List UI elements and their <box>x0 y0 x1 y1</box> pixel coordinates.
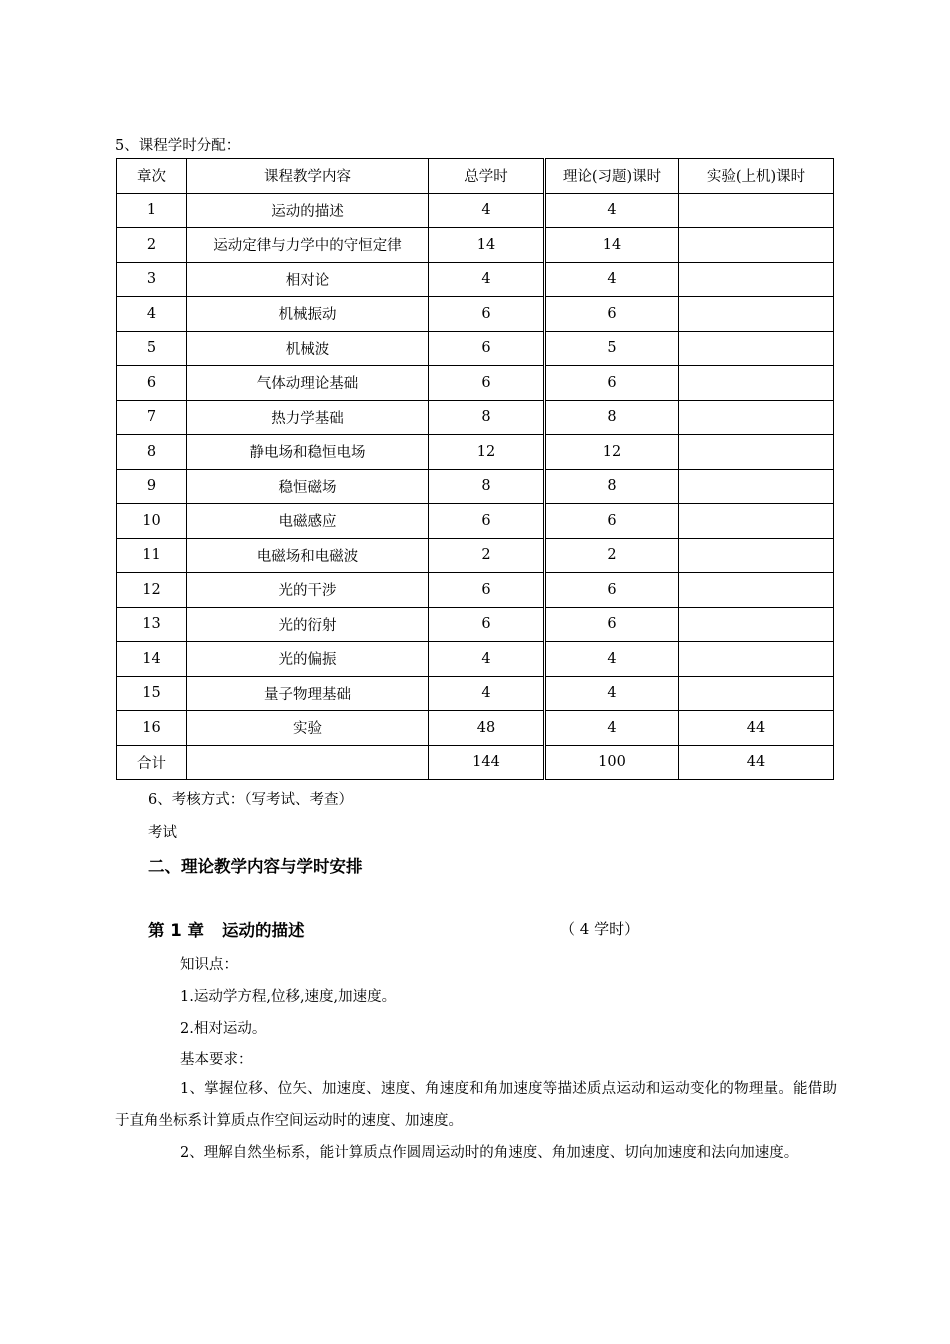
header-total-hours: 总学时 <box>429 159 545 194</box>
knowledge-item: 1.运动学方程,位移,速度,加速度。 <box>180 989 397 1005</box>
cell-theory-hours: 12 <box>545 435 679 470</box>
chapter-1-heading <box>148 917 304 941</box>
cell-lab-hours <box>679 366 834 401</box>
cell-theory-hours: 6 <box>545 297 679 332</box>
cell-content: 机械波 <box>187 331 429 366</box>
cell-chapter: 6 <box>117 366 187 401</box>
chapter-1-hours: （ 4 学时） <box>560 920 640 938</box>
cell-chapter: 8 <box>117 435 187 470</box>
cell-chapter: 12 <box>117 573 187 608</box>
table-row <box>117 538 834 573</box>
table-row <box>117 745 834 780</box>
table-row <box>117 331 834 366</box>
cell-theory-hours: 4 <box>545 262 679 297</box>
cell-content: 静电场和稳恒电场 <box>187 435 429 470</box>
knowledge-label: 知识点： <box>180 957 238 973</box>
cell-total-hours: 6 <box>429 297 545 332</box>
cell-content: 光的干涉 <box>187 573 429 608</box>
table-row <box>117 435 834 470</box>
cell-chapter: 9 <box>117 469 187 504</box>
cell-total-hours: 2 <box>429 538 545 573</box>
cell-theory-hours: 4 <box>545 642 679 677</box>
cell-theory-hours: 4 <box>545 676 679 711</box>
table-body <box>117 193 834 780</box>
hours-table <box>116 158 834 780</box>
section-6-heading: 6、考核方式：（写考试、考查） <box>148 792 353 808</box>
cell-lab-hours <box>679 331 834 366</box>
cell-lab-hours <box>679 504 834 539</box>
cell-lab-hours <box>679 193 834 228</box>
cell-total-hours: 4 <box>429 193 545 228</box>
header-theory-hours: 理论(习题)课时 <box>545 159 679 194</box>
cell-chapter: 3 <box>117 262 187 297</box>
header-lab-hours: 实验(上机)课时 <box>679 159 834 194</box>
cell-lab-hours <box>679 262 834 297</box>
cell-lab-hours <box>679 607 834 642</box>
cell-content: 气体动理论基础 <box>187 366 429 401</box>
cell-lab-hours <box>679 538 834 573</box>
requirements-label: 基本要求： <box>180 1052 253 1068</box>
cell-lab-hours: 44 <box>679 711 834 746</box>
cell-theory-hours: 6 <box>545 573 679 608</box>
table-row <box>117 607 834 642</box>
header-chapter: 章次 <box>117 159 187 194</box>
table-row <box>117 711 834 746</box>
cell-content <box>187 745 429 780</box>
cell-content: 稳恒磁场 <box>187 469 429 504</box>
table-row <box>117 297 834 332</box>
chapter-1-label: 第 1 章 <box>148 921 204 940</box>
cell-theory-hours: 6 <box>545 504 679 539</box>
knowledge-item: 2.相对运动。 <box>180 1021 267 1037</box>
cell-total-hours: 6 <box>429 366 545 401</box>
cell-theory-hours: 8 <box>545 469 679 504</box>
table-row <box>117 366 834 401</box>
cell-total-hours: 6 <box>429 504 545 539</box>
cell-content: 电磁场和电磁波 <box>187 538 429 573</box>
table-row <box>117 469 834 504</box>
cell-total-hours: 14 <box>429 228 545 263</box>
cell-content: 相对论 <box>187 262 429 297</box>
chapter-1-title: 运动的描述 <box>221 921 305 940</box>
cell-lab-hours <box>679 469 834 504</box>
cell-chapter: 合计 <box>117 745 187 780</box>
cell-theory-hours: 14 <box>545 228 679 263</box>
cell-lab-hours <box>679 642 834 677</box>
cell-chapter: 2 <box>117 228 187 263</box>
cell-lab-hours <box>679 297 834 332</box>
cell-content: 光的衍射 <box>187 607 429 642</box>
cell-lab-hours <box>679 573 834 608</box>
cell-lab-hours <box>679 676 834 711</box>
cell-total-hours: 8 <box>429 400 545 435</box>
cell-total-hours: 48 <box>429 711 545 746</box>
requirement-item: 1、掌握位移、位矢、加速度、速度、角速度和角加速度等描述质点运动和运动变化的物理量。能借助于直角坐标系计算质点作空间运动时的速度、加速度。 <box>115 1081 837 1129</box>
cell-total-hours: 6 <box>429 331 545 366</box>
cell-chapter: 13 <box>117 607 187 642</box>
cell-theory-hours: 100 <box>545 745 679 780</box>
table-row <box>117 228 834 263</box>
header-content: 课程教学内容 <box>187 159 429 194</box>
table-header-row <box>117 159 834 194</box>
cell-total-hours: 6 <box>429 607 545 642</box>
cell-theory-hours: 8 <box>545 400 679 435</box>
table-row <box>117 504 834 539</box>
table-row <box>117 193 834 228</box>
cell-chapter: 11 <box>117 538 187 573</box>
cell-chapter: 1 <box>117 193 187 228</box>
cell-content: 实验 <box>187 711 429 746</box>
section-2-heading: 二、理论教学内容与学时安排 <box>148 857 363 876</box>
cell-chapter: 10 <box>117 504 187 539</box>
cell-content: 运动的描述 <box>187 193 429 228</box>
table-row <box>117 262 834 297</box>
assessment-method: 考试 <box>148 825 177 841</box>
cell-chapter: 15 <box>117 676 187 711</box>
cell-lab-hours <box>679 228 834 263</box>
table-row <box>117 573 834 608</box>
cell-total-hours: 4 <box>429 642 545 677</box>
cell-theory-hours: 2 <box>545 538 679 573</box>
table-row <box>117 400 834 435</box>
table-row <box>117 642 834 677</box>
cell-lab-hours <box>679 435 834 470</box>
cell-content: 光的偏振 <box>187 642 429 677</box>
cell-content: 运动定律与力学中的守恒定律 <box>187 228 429 263</box>
section-5-heading: 5、课程学时分配： <box>115 138 241 154</box>
cell-chapter: 5 <box>117 331 187 366</box>
cell-chapter: 4 <box>117 297 187 332</box>
cell-theory-hours: 6 <box>545 607 679 642</box>
cell-chapter: 16 <box>117 711 187 746</box>
cell-theory-hours: 6 <box>545 366 679 401</box>
cell-total-hours: 4 <box>429 262 545 297</box>
cell-total-hours: 6 <box>429 573 545 608</box>
cell-chapter: 7 <box>117 400 187 435</box>
cell-lab-hours: 44 <box>679 745 834 780</box>
cell-total-hours: 8 <box>429 469 545 504</box>
cell-total-hours: 12 <box>429 435 545 470</box>
cell-chapter: 14 <box>117 642 187 677</box>
cell-total-hours: 144 <box>429 745 545 780</box>
table-row <box>117 676 834 711</box>
cell-theory-hours: 4 <box>545 193 679 228</box>
cell-content: 热力学基础 <box>187 400 429 435</box>
requirement-item: 2、理解自然坐标系，能计算质点作圆周运动时的角速度、角加速度、切向加速度和法向加速度。 <box>180 1145 799 1161</box>
cell-content: 量子物理基础 <box>187 676 429 711</box>
cell-theory-hours: 4 <box>545 711 679 746</box>
cell-content: 电磁感应 <box>187 504 429 539</box>
cell-lab-hours <box>679 400 834 435</box>
cell-total-hours: 4 <box>429 676 545 711</box>
cell-theory-hours: 5 <box>545 331 679 366</box>
cell-content: 机械振动 <box>187 297 429 332</box>
